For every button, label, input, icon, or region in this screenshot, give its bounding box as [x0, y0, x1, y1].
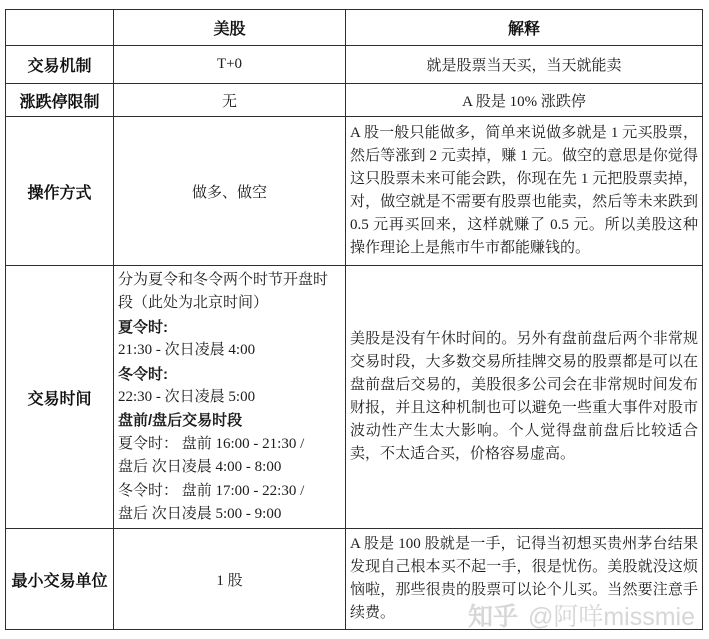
schedule-line: 盘后 次日凌晨 5:00 - 9:00	[118, 506, 282, 523]
zhihu-watermark	[468, 597, 695, 633]
header-cell-explanation: 解释	[346, 10, 703, 46]
row-label-trading-hours: 交易时间	[6, 266, 114, 529]
table-row-operation-mode	[6, 117, 703, 266]
value-trading-hours-schedule	[114, 266, 346, 529]
schedule-line-summer-header: 夏令时:	[118, 318, 168, 336]
schedule-line: 冬令时： 盘前 17:00 - 22:30 /	[118, 482, 305, 499]
row-label-price-limit: 涨跌停限制	[6, 84, 114, 117]
explanation-trading-hours-text: 美股是没有午休时间的。另外有盘前盘后两个非常规交易时段，大多数交易所挂牌交易的股票都是可以在盘前盘后交易的，美股很多公司会在非常规时间发布财报，并且这种机制也可以避免一些重大事件对股市波动性产生太大影响。个人觉得盘前盘后比较适合卖，不太适合买，价格容易虚高。	[350, 331, 698, 463]
header-row	[6, 10, 703, 46]
schedule-line: 盘后 次日凌晨 4:00 - 8:00	[118, 459, 282, 476]
schedule-line-premarket-header: 盘前/盘后交易时段	[118, 412, 243, 430]
table-row-trading-hours	[6, 266, 703, 529]
value-price-limit: 无	[114, 84, 346, 117]
table-row-trading-mechanism	[6, 46, 703, 84]
schedule-line-winter-header: 冬令时:	[118, 365, 168, 383]
explanation-min-trading-unit-text: A 股是 100 股就是一手，记得当初想买贵州茅台结果发现自己根本买不起一手，很是忧伤。美股就没这烦恼啦，那些很贵的股票可以论个儿买。当然要注意手续费。	[350, 536, 698, 622]
row-label-trading-mechanism: 交易机制	[6, 46, 114, 84]
schedule-line: 段（此处为北京时间）	[118, 295, 269, 312]
value-trading-mechanism: T+0	[114, 46, 346, 84]
zhihu-logo-text: 知乎	[467, 603, 518, 631]
header-cell-empty	[6, 10, 114, 46]
header-cell-us-stock: 美股	[114, 10, 346, 46]
schedule-line: 21:30 - 次日凌晨 4:00	[118, 342, 256, 359]
us-stock-comparison-table	[5, 9, 703, 630]
value-operation-mode: 做多、做空	[114, 117, 346, 266]
comparison-table-wrapper	[5, 9, 702, 630]
schedule-line: 22:30 - 次日凌晨 5:00	[118, 389, 256, 406]
schedule-lines	[114, 266, 345, 528]
schedule-line: 夏令时： 盘前 16:00 - 21:30 /	[118, 435, 305, 452]
explanation-trading-hours	[346, 266, 703, 529]
explanation-price-limit: A 股是 10% 涨跌停	[346, 84, 703, 117]
table-row-price-limit	[6, 84, 703, 117]
row-label-min-trading-unit: 最小交易单位	[6, 529, 114, 630]
schedule-line: 分为夏令和冬令两个时节开盘时	[118, 272, 329, 288]
explanation-trading-mechanism: 就是股票当天买，当天就能卖	[346, 46, 703, 84]
value-min-trading-unit: 1 股	[114, 529, 346, 630]
explanation-operation-mode	[346, 117, 703, 266]
explanation-operation-mode-text: A 股一般只能做多，简单来说做多就是 1 元买股票，然后等涨到 2 元卖掉，赚 1 元。做空的意思是你觉得这只股票未来可能会跌，你现在先 1 元把股票卖掉，对，做空就是不需要有股票也能卖，然后等未来跌到 0.5 元再买回来，这样就赚了 0.5 元。所以美股这种操作理论上是熊市牛市都能赚钱的。	[350, 125, 698, 256]
row-label-operation-mode: 操作方式	[6, 117, 114, 266]
watermark-author: @阿咩missmie	[527, 603, 695, 631]
